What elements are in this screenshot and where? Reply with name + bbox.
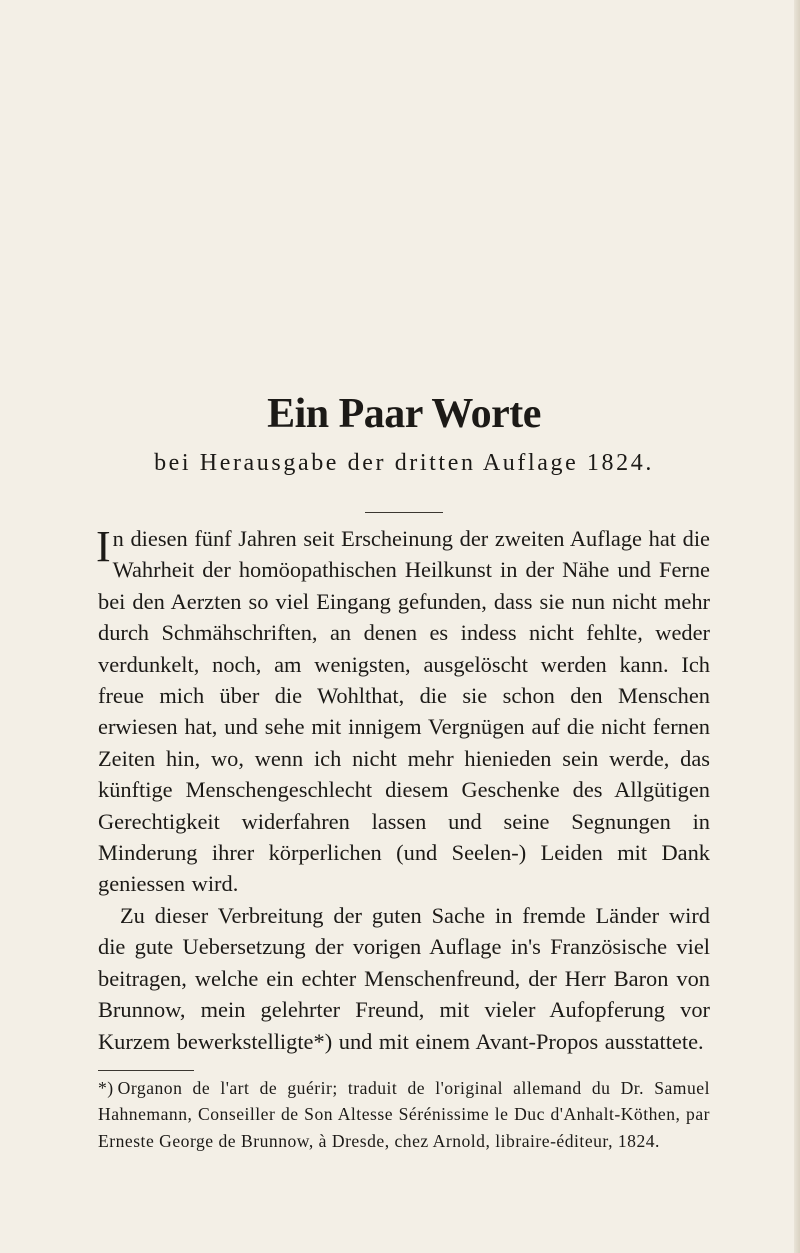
page-title: Ein Paar Worte — [267, 391, 541, 437]
footnote-divider — [98, 1070, 194, 1071]
page-content — [98, 390, 710, 1154]
footnote-text: Organon de l'art de guérir; traduit de l'original allemand du Dr. Samuel Hahnemann, Conseiller de Son Altesse Sérénissime le Duc d'Anhalt-Köthen, par Erneste George de Brunnow, à Dresde, chez Arnold, libraire-éditeur, 1824. — [98, 1077, 710, 1151]
title-divider — [365, 512, 443, 513]
initial-letter: I — [96, 522, 111, 571]
page-subtitle: bei Herausgabe der dritten Auflage 1824. — [154, 450, 654, 476]
paragraph-1 — [98, 523, 710, 900]
page-edge-shadow — [794, 0, 800, 1253]
paragraph-2: Zu dieser Verbreitung der guten Sache in fremde Länder wird die gute Uebersetzung der vorigen Auflage in's Französische viel beitragen, welche ein echter Menschenfreund, der Herr Baron von Brunnow, mein gelehrter Freund, mit vieler Aufopferung vor Kurzem bewerkstelligte*) und mit einem Avant-Propos ausstattete. — [98, 902, 710, 1054]
footnote — [98, 1075, 710, 1155]
footnote-marker: *) — [98, 1077, 114, 1098]
paragraph-1-text: n diesen fünf Jahren seit Erscheinung der zweiten Auflage hat die Wahrheit der homöopathischen Heilkunst in der Nähe und Ferne bei den Aerzten so viel Eingang gefunden, dass sie nun nicht mehr durch Schmähschriften, an denen es indess nicht fehlte, weder verdunkelt, noch, am wenigsten, ausgelöscht werden kann. Ich freue mich über die Wohlthat, die sie schon den Menschen erwiesen hat, und sehe mit innigem Vergnügen auf die nicht fernen Zeiten hin, wo, wenn ich nicht mehr hienieden sein werde, das künftige Menschengeschlecht diesem Geschenke des Allgütigen Gerechtigkeit widerfahren lassen und seine Segnungen in Minderung ihrer körperlichen (und Seelen-) Leiden mit Dank geniessen wird. — [98, 526, 710, 897]
